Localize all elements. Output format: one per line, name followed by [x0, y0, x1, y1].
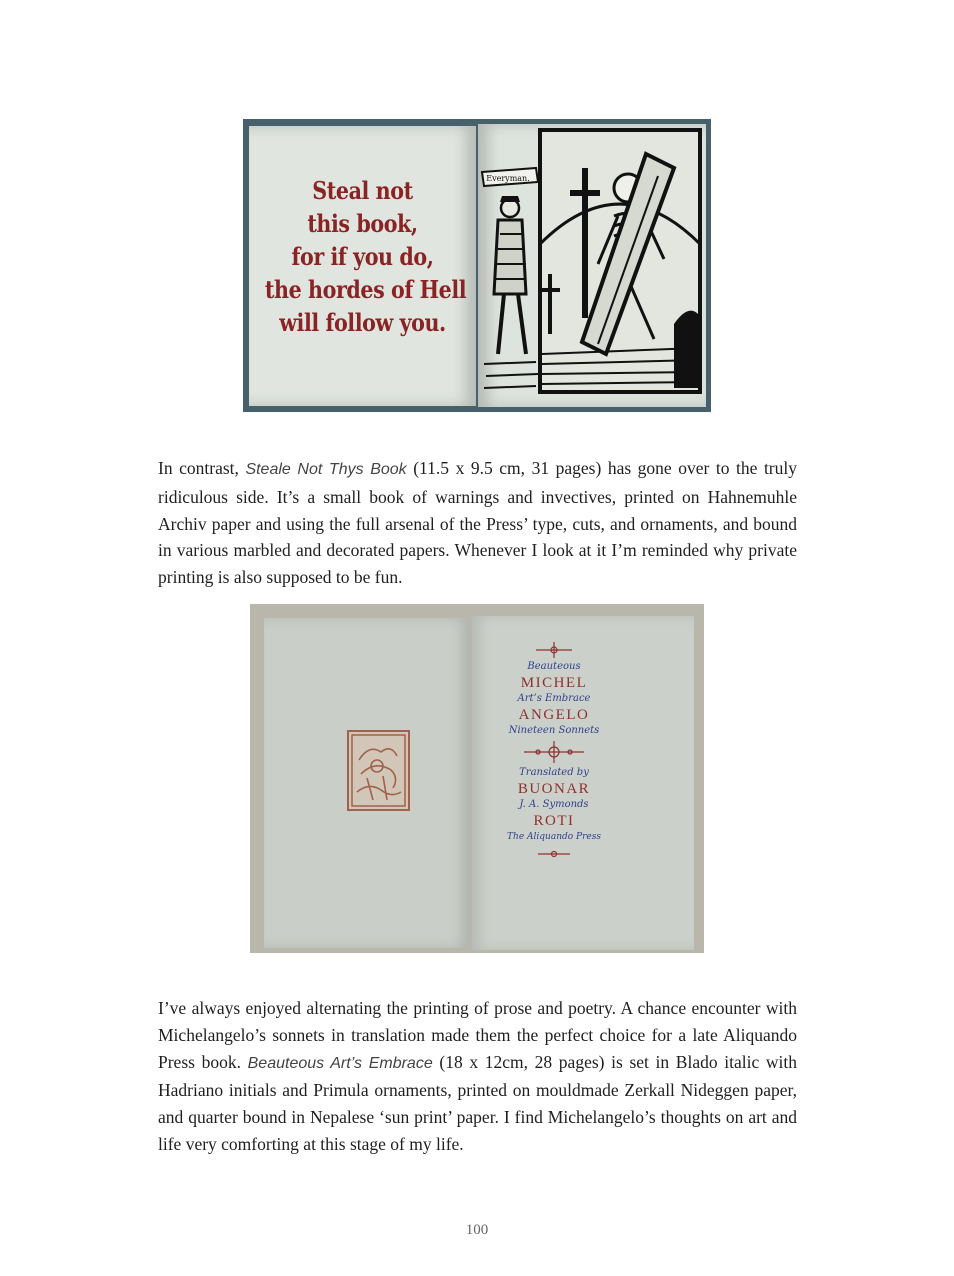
- warning-line-5: will follow you.: [279, 308, 446, 337]
- paragraph2-body: (18 x 12cm, 28 pages) is set in Blado italic with Hadriano initials and Primula ornaments, printed on mouldmade Zerkall Nideggen paper, and quarter bound in Nepalese ‘sun print’ paper. I find Michelangelo’s thoughts on art and life very comforting at this stage of my life.: [158, 1051, 797, 1154]
- title-angelo: ANGELO: [518, 707, 590, 723]
- title-arts-embrace: Art’s Embrace: [517, 693, 591, 704]
- paragraph1-lead: In contrast,: [158, 458, 246, 478]
- paragraph1-book-title: Steale Not Thys Book: [245, 461, 407, 478]
- left-page-inscription: [249, 126, 476, 406]
- title-nineteen-sonnets: Nineteen Sonnets: [508, 725, 600, 736]
- title-page-text: [494, 640, 614, 864]
- warning-line-4: the hordes of Hell: [264, 275, 467, 304]
- title-michel: MICHEL: [520, 675, 588, 691]
- paragraph2-book-title: Beauteous Art’s Embrace: [247, 1054, 433, 1072]
- right-page-woodcut: [478, 124, 706, 407]
- title-symonds: J. A. Symonds: [519, 799, 589, 810]
- death-woodcut-illustration: [478, 124, 706, 407]
- middle-ornament-icon: [494, 738, 614, 766]
- warning-line-2: this book,: [307, 209, 418, 238]
- title-beauteous: Beauteous: [527, 661, 581, 672]
- warning-line-3: for if you do,: [291, 242, 434, 271]
- title-roti: ROTI: [533, 813, 575, 829]
- steale-not-thys-book-photo: [243, 119, 711, 412]
- top-ornament-icon: [494, 640, 614, 660]
- blackletter-warning: [249, 174, 476, 339]
- woodcut-banner-text: Everyman.: [486, 174, 530, 183]
- paragraph2-lead: I’ve always enjoyed alternating the printing of prose and poetry. A chance encounter with Michelangelo’s sonnets in translation made them the perfect choice for a late Aliquando Press book.: [158, 998, 797, 1072]
- title-translated-by: Translated by: [519, 767, 589, 778]
- paragraph-steale-not-thys-book: [158, 455, 797, 591]
- paragraph-beauteous-arts-embrace: [158, 995, 797, 1158]
- beauteous-arts-embrace-photo: [250, 604, 704, 953]
- bottom-ornament-icon: [494, 844, 614, 864]
- page-number: 100: [465, 1222, 489, 1238]
- title-aliquando-press: The Aliquando Press: [507, 832, 601, 842]
- warning-line-1: Steal not: [312, 176, 413, 205]
- title-page: [472, 616, 694, 950]
- paragraph1-body: (11.5 x 9.5 cm, 31 pages) has gone over to the truly ridiculous side. It’s a small book of warnings and invectives, printed on Hahnemuhle Archiv paper and using the full arsenal of the Press’ type, cuts, and ornaments, and bound in various marbled and decorated papers. Whenever I look at it I’m reminded why private printing is also supposed to be fun.: [158, 458, 798, 588]
- copper-woodcut-ornament: [347, 730, 410, 811]
- title-buonar: BUONAR: [517, 781, 591, 797]
- left-page-woodcut: [264, 618, 469, 948]
